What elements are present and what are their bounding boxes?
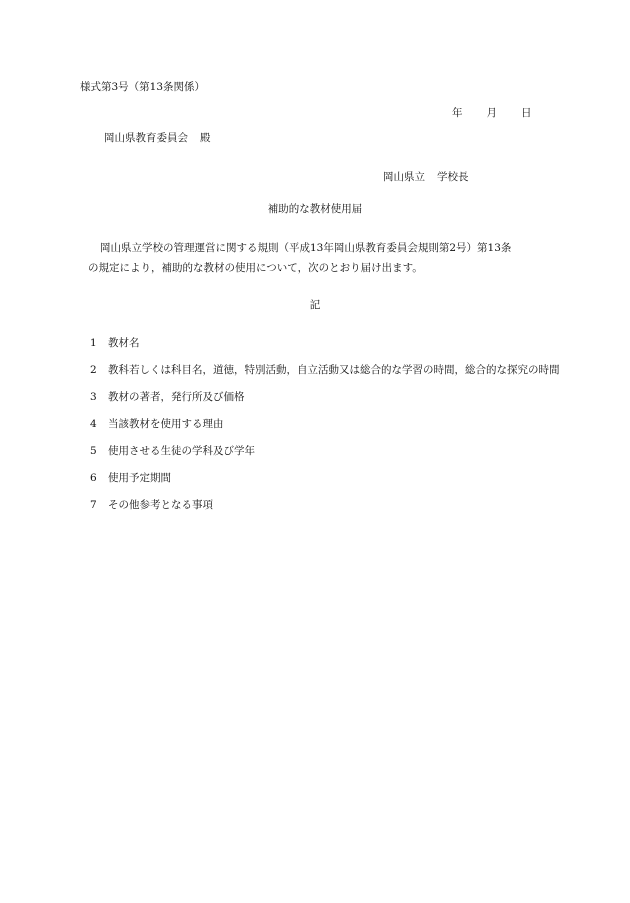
list-item <box>90 496 560 515</box>
list-item <box>90 415 560 434</box>
item-number: 3 <box>90 391 97 403</box>
item-number: 6 <box>90 472 97 484</box>
addressee <box>104 131 211 146</box>
list-item <box>90 361 560 380</box>
item-number: 5 <box>90 445 97 457</box>
item-number: 2 <box>90 364 97 376</box>
list-item <box>90 442 560 461</box>
item-text: 使用予定期間 <box>108 472 171 484</box>
ki-heading: 記 <box>309 299 321 311</box>
form-number: 様式第3号（第13条関係） <box>80 81 206 93</box>
item-text: 教材名 <box>108 337 140 349</box>
date-month-label: 月 <box>486 107 497 119</box>
sender-org: 岡山県立 <box>383 171 425 183</box>
date-line <box>452 106 532 121</box>
addressee-honorific: 殿 <box>200 132 211 144</box>
item-text: その他参考となる事項 <box>108 499 213 511</box>
item-text: 当該教材を使用する理由 <box>108 418 224 430</box>
list-item <box>90 469 560 488</box>
body-paragraph <box>88 238 550 278</box>
sender <box>383 170 469 185</box>
item-text: 使用させる生徒の学科及び学年 <box>108 445 255 457</box>
item-list <box>90 334 560 523</box>
date-day-label: 日 <box>521 107 532 119</box>
date-year-label: 年 <box>452 107 463 119</box>
item-text: 教科若しくは科目名，道徳，特別活動，自立活動又は総合的な学習の時間，総合的な探究の時間 <box>108 364 560 376</box>
body-line-1: 岡山県立学校の管理運営に関する規則（平成13年岡山県教育委員会規則第2号）第13条 <box>100 242 512 254</box>
item-text: 教材の著者，発行所及び価格 <box>108 391 245 403</box>
body-line-2: の規定により，補助的な教材の使用について，次のとおり届け出ます。 <box>88 262 423 274</box>
document-title: 補助的な教材使用届 <box>267 203 363 215</box>
item-number: 1 <box>90 337 97 349</box>
addressee-name: 岡山県教育委員会 <box>104 132 188 144</box>
item-number: 7 <box>90 499 97 511</box>
item-number: 4 <box>90 418 97 430</box>
sender-role: 学校長 <box>437 171 469 183</box>
list-item <box>90 334 560 353</box>
list-item <box>90 388 560 407</box>
